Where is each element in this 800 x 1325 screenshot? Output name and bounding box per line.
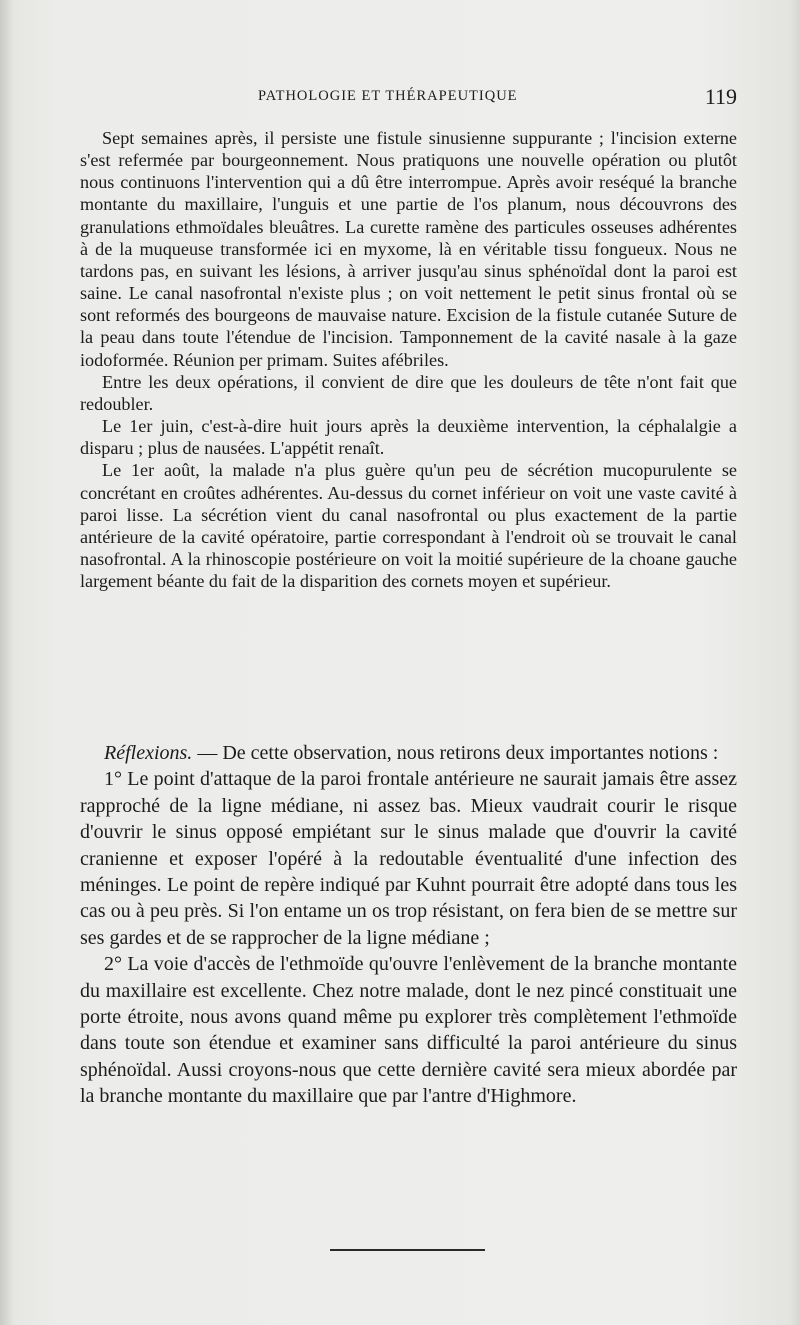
paragraph-second-operation: Sept semaines après, il persiste une fistule sinusienne suppurante ; l'incision externe s'est refermée par bourgeonnement. Nous pratiquons une nouvelle opération ou plutôt nous continuons l'intervention qui a dû être interrompue. Après avoir reséqué la branche montante du maxillaire, l'unguis et une partie de l'os planum, nous découvrons des granulations ethmoïdales bleuâtres. La curette ramène des particules osseuses adhérentes à de la muqueuse transformée ici en myxome, là en véritable tissu fongueux. Nous ne tardons pas, en suivant les lésions, à arriver jusqu'au sinus sphénoïdal dont la paroi est saine. Le canal nasofrontal n'existe plus ; on voit nettement le petit sinus frontal où se sont reformés des bourgeons de mauvaise nature. Excision de la fistule cutanée Suture de la peau dans toute l'étendue de l'incision. Tamponnement de la cavité nasale à la gaze iodoformée. Réunion per primam. Suites afébriles. (80, 128, 737, 370)
reflexions-section (80, 740, 737, 1110)
reflexion-point-1: 1° Le point d'attaque de la paroi frontale antérieure ne saurait jamais être assez rapproché de la ligne médiane, ni assez bas. Mieux vaudrait courir le risque d'ouvrir le sinus opposé empiétant sur le sinus malade que d'ouvrir la cavité cranienne et exposer l'opéré à la redoutable éventualité d'une infection des méninges. Le point de repère indiqué par Kuhnt pourrait être adopté dans tous les cas ou à peu près. Si l'on entame un os trop résistant, on fera bien de se mettre sur ses gardes et de se rapprocher de la ligne médiane ; (80, 768, 737, 949)
page-header (80, 84, 740, 112)
case-report-text (80, 127, 737, 592)
paragraph-august-followup: Le 1er août, la malade n'a plus guère qu'un peu de sécrétion mucopurulente se concrétant en croûtes adhérentes. Au-dessus du cornet inférieur on voit une vaste cavité à paroi lisse. La sécrétion vient du canal nasofrontal ou plus exactement de la partie antérieure de la cavité opératoire, partie correspondant à l'endroit où se trouvait le canal nasofrontal. A la rhinoscopie postérieure on voit la moitié supérieure de la choane gauche largement béante du fait de la disparition des cornets moyen et supérieur. (80, 460, 737, 592)
section-end-rule (330, 1249, 485, 1251)
page-number: 119 (704, 84, 737, 109)
paragraph-between-operations: Entre les deux opérations, il convient de dire que les douleurs de tête n'ont fait que redoubler. (80, 371, 737, 414)
running-title: PATHOLOGIE ET THÉRAPEUTIQUE (258, 88, 518, 104)
paragraph-june-followup: Le 1er juin, c'est-à-dire huit jours après la deuxième intervention, la céphalalgie a disparu ; plus de nausées. L'appétit renaît. (80, 416, 737, 459)
reflexion-point-2: 2° La voie d'accès de l'ethmoïde qu'ouvre l'enlèvement de la branche montante du maxillaire est excellente. Chez notre malade, dont le nez pincé constituait une porte étroite, nous avons quand même pu explorer très complètement l'ethmoïde dans toute son étendue et examiner sans difficulté la paroi antérieure du sinus sphénoïdal. Aussi croyons-nous que cette dernière cavité sera mieux abordée par la branche montante du maxillaire que par l'antre d'Highmore. (80, 953, 737, 1108)
reflexions-intro-text: — De cette observation, nous retirons deux importantes notions : (192, 742, 719, 764)
reflexions-heading: Réflexions. (104, 742, 193, 764)
reflexions-intro (80, 740, 737, 766)
